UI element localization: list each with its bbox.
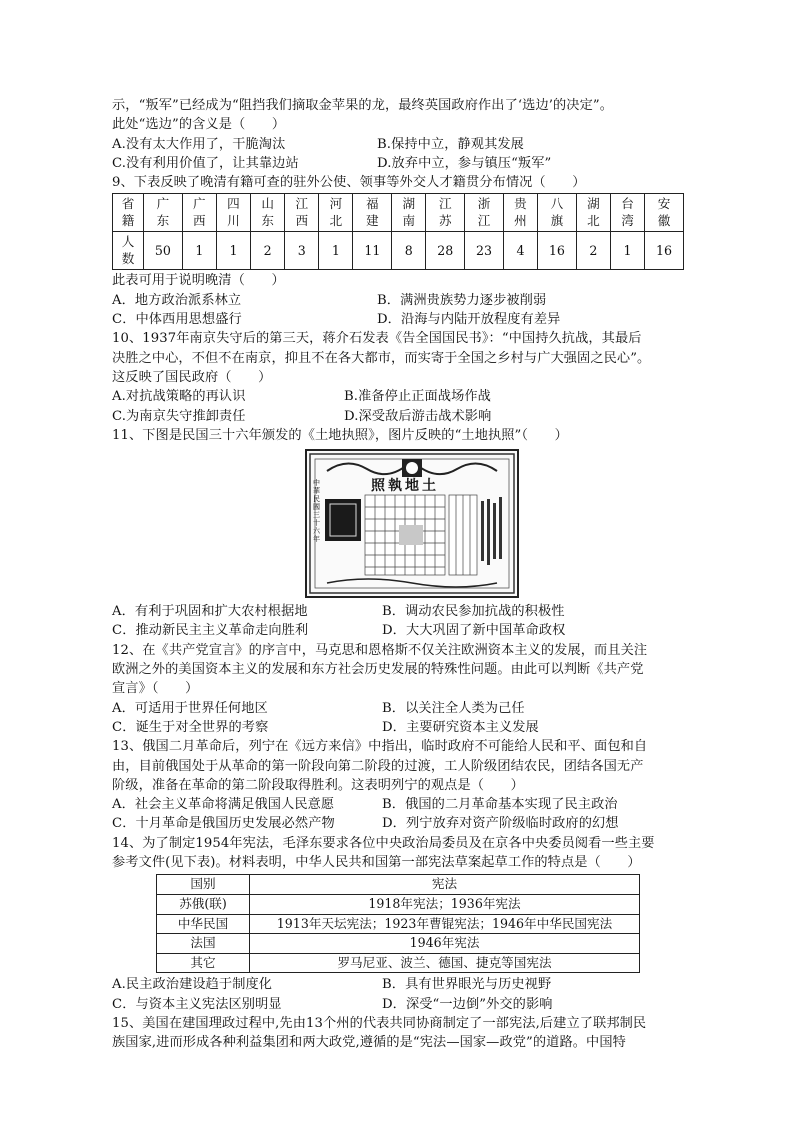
count-cell: 16 — [645, 232, 684, 270]
deed-title: 照執地土 — [371, 478, 439, 495]
text-line: 欧洲之外的美国资本主义的发展和东方社会历史发展的特殊性问题。由此可以判断《共产党 — [112, 662, 644, 678]
table-row — [157, 934, 640, 954]
options-row — [112, 718, 684, 737]
header-cell: 省籍 — [113, 194, 144, 232]
option-a: A．可适用于世界任何地区 — [112, 700, 268, 716]
option-c: C．十月革命是俄国历史发展必然产物 — [112, 816, 335, 832]
option-d: D.深受敌后游击战术影响 — [344, 408, 492, 424]
count-cell: 3 — [285, 232, 319, 270]
province-cell: 贵州 — [503, 194, 537, 232]
province-table — [112, 193, 684, 270]
constitution-cell: 1913年天坛宪法；1923年曹锟宪法；1946年中华民国宪法 — [250, 914, 640, 934]
text-line: 由，目前俄国处于从革命的第一阶段向第二阶段的过渡，工人阶级团结农民，团结各国无产 — [112, 758, 644, 774]
province-cell: 河北 — [319, 194, 353, 232]
province-cell: 山东 — [251, 194, 285, 232]
count-row — [113, 232, 684, 270]
option-b: B．满洲贵族势力逐步被削弱 — [377, 292, 547, 308]
province-cell: 八旗 — [538, 194, 577, 232]
table-row — [157, 894, 640, 914]
header-constitution: 宪法 — [250, 875, 640, 895]
option-c: C.没有利用价值了，让其靠边站 — [112, 155, 299, 171]
text-line: 决胜之中心，不但不在南京，抑且不在各大都市，而实寄于全国之乡村与广大强固之民心”。 — [112, 350, 651, 366]
count-cell: 50 — [144, 232, 183, 270]
count-cell: 2 — [251, 232, 285, 270]
option-c: C．诞生于对全世界的考察 — [112, 719, 269, 735]
option-a: A．地方政治派系林立 — [112, 292, 242, 308]
deed-side-text: 中華民國三十六年 — [313, 479, 320, 544]
province-row — [113, 194, 684, 232]
option-c: C．推动新民主主义革命走向胜利 — [112, 623, 309, 639]
option-d: D．主要研究资本主义发展 — [382, 719, 539, 735]
text-line: 族国家,进而形成各种利益集团和两大政党,遵循的是“宪法—国家—政党”的道路。中国特 — [112, 1035, 626, 1051]
province-cell: 台湾 — [610, 194, 644, 232]
options-row — [112, 135, 684, 154]
option-d: D.放弃中立，参与镇压“叛军” — [377, 155, 552, 171]
province-cell: 四川 — [216, 194, 250, 232]
land-deed-drawing — [307, 451, 517, 596]
options-row — [112, 291, 684, 310]
option-b: B．具有世界眼光与历史视野 — [382, 977, 552, 993]
province-cell: 福建 — [353, 194, 392, 232]
text-line: 阶级，准备在革命的第二阶段取得胜利。这表明列宁的观点是（ ） — [112, 777, 524, 793]
option-d: D．深受“一边倒”外交的影响 — [382, 996, 553, 1012]
text-line: 此处“选边”的含义是（ ） — [112, 117, 286, 133]
count-cell: 16 — [538, 232, 577, 270]
count-cell: 23 — [465, 232, 504, 270]
option-a: A.没有太大作用了，干脆淘汰 — [112, 136, 286, 152]
constitution-cell: 1946年宪法 — [250, 934, 640, 954]
option-d: D．沿海与内陆开放程度有差异 — [377, 312, 561, 328]
text-line: 这反映了国民政府（ ） — [112, 369, 272, 385]
text-line: 13、俄国二月革命后，列宁在《远方来信》中指出，临时政府不可能给人民和平、面包和自 — [112, 739, 648, 755]
text-line: 15、美国在建国理政过程中,先由13个州的代表共同协商制定了一部宪法,后建立了联邦制民 — [112, 1015, 647, 1031]
table-row — [157, 914, 640, 934]
option-c: C.为南京失守推卸责任 — [112, 408, 246, 424]
option-a: A.民主政治建设趋于制度化 — [112, 977, 273, 993]
province-cell: 浙江 — [465, 194, 504, 232]
province-cell: 湖北 — [576, 194, 610, 232]
country-cell: 其它 — [157, 953, 250, 973]
province-cell: 广东 — [144, 194, 183, 232]
table-header-row — [157, 875, 640, 895]
options-row — [112, 387, 684, 406]
count-cell: 28 — [426, 232, 465, 270]
count-cell: 1 — [216, 232, 250, 270]
option-a: A.对抗战策略的再认识 — [112, 389, 246, 405]
land-deed-image — [305, 449, 519, 598]
option-d: D．大大巩固了新中国革命政权 — [382, 623, 566, 639]
text-line: 12、在《共产党宣言》的序言中，马克思和恩格斯不仅关注欧洲资本主义的发展，而且关注 — [112, 642, 648, 658]
options-row — [112, 602, 684, 621]
text-line: 宣言》（ ） — [112, 681, 199, 697]
option-a: A．社会主义革命将满足俄国人民意愿 — [112, 797, 335, 813]
text-line: 参考文件(见下表)。材料表明，中华人民共和国第一部宪法草案起草工作的特点是（ ） — [112, 855, 641, 871]
country-cell: 法国 — [157, 934, 250, 954]
header-country: 国别 — [157, 875, 250, 895]
question-11-stem: 11、下图是民国三十六年颁发的《土地执照》，图片反映的“土地执照”（ ） — [112, 427, 568, 443]
text-line: 此表可用于说明晚清（ ） — [112, 273, 285, 289]
text-line: 示，“叛军”已经成为“阻挡我们摘取金苹果的龙，最终英国政府作出了‘选边’的决定”。 — [112, 98, 614, 113]
options-row — [112, 795, 684, 814]
option-c: C．与资本主义宪法区别明显 — [112, 996, 282, 1012]
province-cell: 湖南 — [392, 194, 426, 232]
table-row — [157, 953, 640, 973]
question-9-stem: 9、下表反映了晚清有籍可查的驻外公使、领事等外交人才籍贯分布情况（ ） — [112, 175, 586, 191]
option-c: C．中体西用思想盛行 — [112, 312, 242, 328]
count-cell: 8 — [392, 232, 426, 270]
count-cell: 11 — [353, 232, 392, 270]
option-b: B．调动农民参加抗战的积极性 — [382, 604, 565, 620]
country-cell: 苏俄(联) — [157, 894, 250, 914]
options-row — [112, 154, 684, 173]
count-cell: 1 — [182, 232, 216, 270]
count-cell: 2 — [576, 232, 610, 270]
count-cell: 1 — [319, 232, 353, 270]
province-cell: 广西 — [182, 194, 216, 232]
option-a: A．有利于巩固和扩大农村根据地 — [112, 604, 308, 620]
count-cell: 1 — [610, 232, 644, 270]
options-row — [112, 995, 684, 1014]
option-b: B.准备停止正面战场作战 — [344, 389, 491, 405]
options-row — [112, 975, 684, 994]
country-cell: 中华民国 — [157, 914, 250, 934]
option-d: D．列宁放弃对资产阶级临时政府的幻想 — [382, 816, 619, 832]
constitution-cell: 罗马尼亚、波兰、德国、捷克等国宪法 — [250, 953, 640, 973]
count-cell: 4 — [503, 232, 537, 270]
options-row — [112, 814, 684, 833]
text-line: 10、1937年南京失守后的第三天，蒋介石发表《告全国国民书》：“中国持久抗战，其最后 — [112, 331, 642, 347]
options-row — [112, 699, 684, 718]
province-cell: 江苏 — [426, 194, 465, 232]
exam-page — [112, 96, 684, 1052]
province-cell: 安徽 — [645, 194, 684, 232]
constitution-cell: 1918年宪法；1936年宪法 — [250, 894, 640, 914]
options-row — [112, 407, 684, 426]
option-b: B．以关注全人类为己任 — [382, 700, 525, 716]
options-row — [112, 310, 684, 329]
options-row — [112, 621, 684, 640]
text-line: 14、为了制定1954年宪法，毛泽东要求各位中央政治局委员及在京各中央委员阅看一些主要 — [112, 835, 655, 851]
province-cell: 江西 — [285, 194, 319, 232]
header-cell: 人数 — [113, 232, 144, 270]
option-b: B.保持中立，静观其发展 — [377, 136, 524, 152]
option-b: B．俄国的二月革命基本实现了民主政治 — [382, 797, 618, 813]
constitution-table — [156, 874, 640, 973]
